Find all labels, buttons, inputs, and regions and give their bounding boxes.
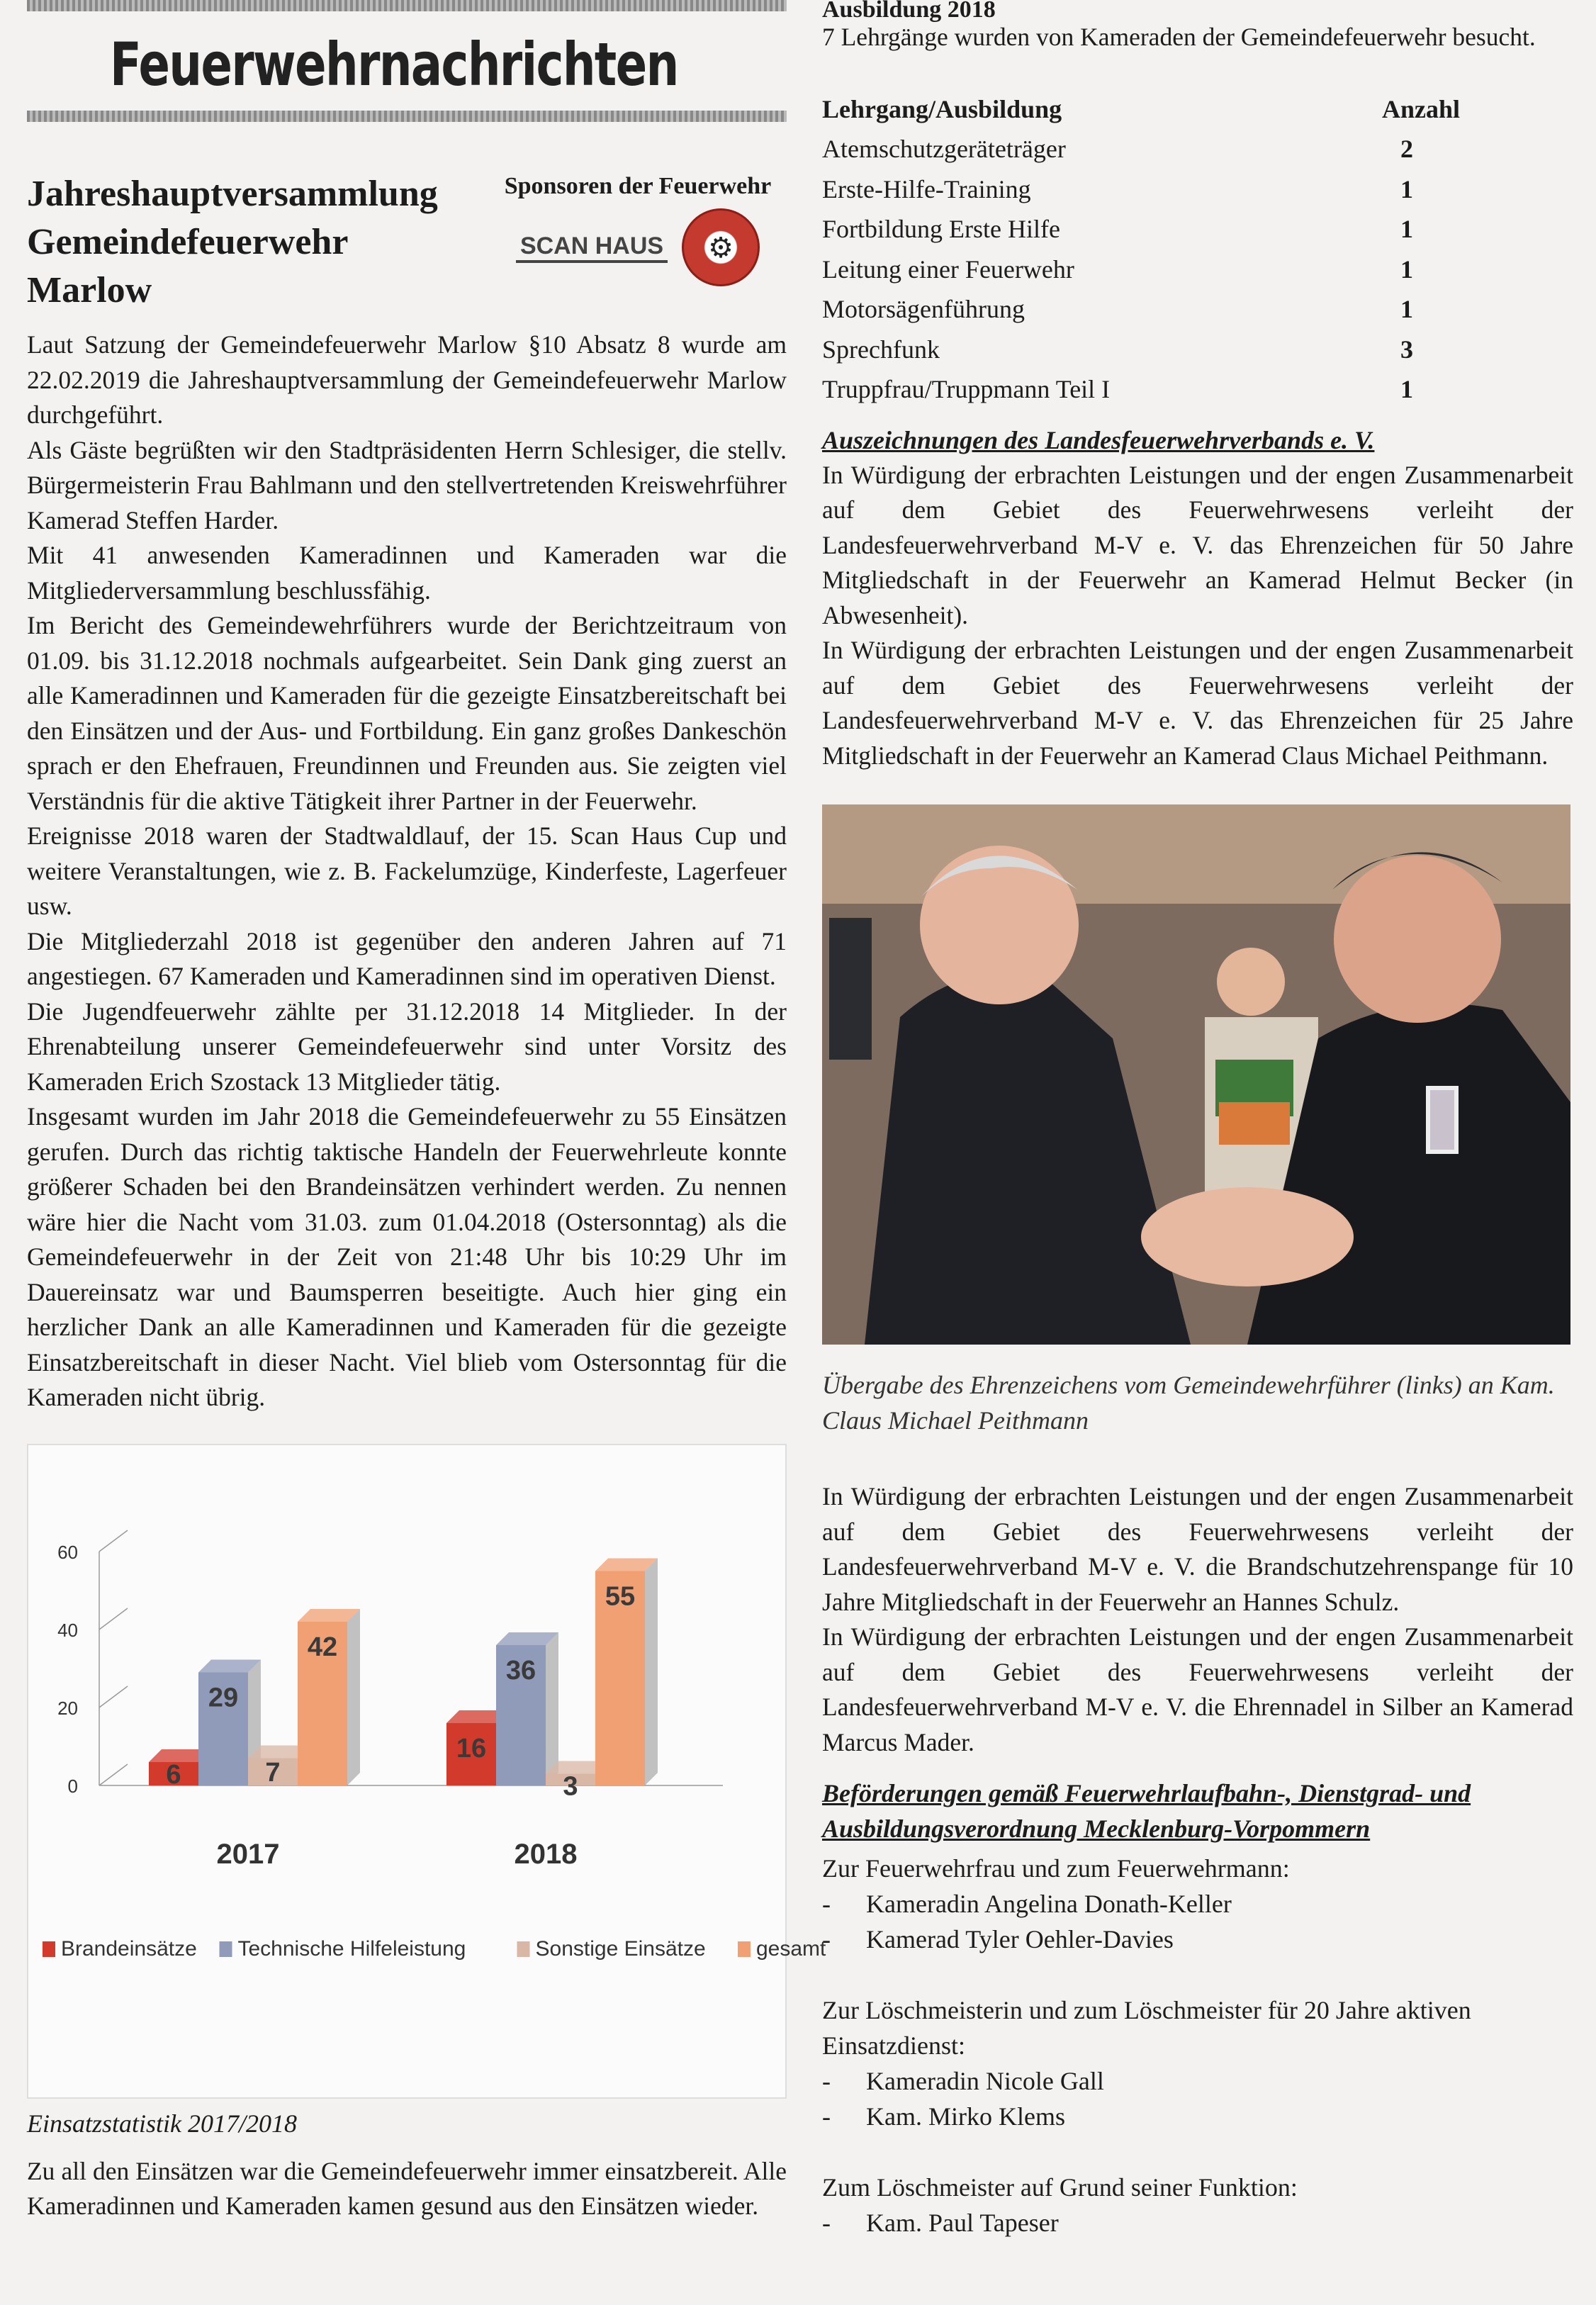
bar-side (645, 1558, 658, 1785)
course-count: 1 (1400, 295, 1413, 323)
legend-swatch (220, 1941, 232, 1957)
promotion-group-intro: Zum Löschmeister auf Grund seiner Funktion: (822, 2173, 1298, 2202)
right-column (822, 0, 1573, 2240)
masthead-rule-top (27, 0, 787, 11)
left-column (27, 0, 826, 2224)
section-heading-cut: Ausbildung 2018 (822, 0, 996, 23)
promotion-list (822, 2205, 1573, 2240)
awards-body-2 (822, 1479, 1573, 1760)
awards-title: Auszeichnungen des Landesfeuerwehrverbands e. V. (822, 425, 1375, 454)
list-item (822, 2063, 1573, 2099)
person-name: Kameradin Angelina Donath-Keller (866, 1890, 1232, 1918)
course-count: 2 (1400, 135, 1413, 163)
closing-paragraph: Zu all den Einsätzen war die Gemeindefeuerwehr immer einsatzbereit. Alle Kameradinnen und Kameraden kamen gesund aus den Einsätzen wieder. (27, 2156, 787, 2220)
data-label: 55 (605, 1581, 636, 1611)
training-intro: 7 Lehrgänge wurden von Kameraden der Gemeindefeuerwehr besucht. (822, 23, 1536, 51)
course-count: 3 (1400, 335, 1413, 364)
table-header (822, 89, 1573, 130)
x-category-label: 2017 (216, 1838, 280, 1870)
course-name: Truppfrau/Truppmann Teil I (822, 375, 1111, 403)
legend-label: Technische Hilfeleistung (237, 1936, 466, 1961)
legend-label: Sonstige Einsätze (535, 1936, 706, 1961)
promotion-group-intro: Zur Löschmeisterin und zum Löschmeister für 20 Jahre aktiven Einsatzdienst: (822, 1996, 1471, 2060)
course-name: Atemschutzgeräteträger (822, 135, 1066, 163)
paragraph: In Würdigung der erbrachten Leistungen und der engen Zusammenarbeit auf dem Gebiet des Feuerwehrwesens verleiht der Landesfeuerwehrverband M-V e. V. das Ehrenzeichen für 50 Jahre Mitgliedschaft in der Feuerwehr an Kamerad Helmut Becker (in Abwesenheit). (822, 460, 1573, 629)
bar-side (546, 1632, 558, 1785)
gridline (99, 1686, 128, 1707)
list-dash: - (822, 2102, 831, 2131)
sponsor-box (489, 170, 787, 315)
y-tick-label: 0 (67, 1775, 78, 1797)
photo-illustration (822, 804, 1570, 1345)
column-header: Lehrgang/Ausbildung (822, 94, 1062, 123)
chart-caption: Einsatzstatistik 2017/2018 (27, 2109, 298, 2138)
course-count: 1 (1400, 254, 1413, 284)
table-row (822, 249, 1573, 290)
masthead: Feuerwehrnachrichten (110, 30, 678, 99)
gridline (99, 1764, 128, 1785)
promotions-title: Beförderungen gemäß Feuerwehrlaufbahn-, Dienstgrad- und Ausbildungsverordnung Mecklenburg-Vorpommern (822, 1779, 1471, 1843)
legend-swatch (738, 1941, 751, 1957)
list-dash: - (822, 1890, 831, 1918)
paragraph: Die Jugendfeuerwehr zählte per 31.12.2018 14 Mitglieder. In der Ehrenabteilung unserer Gemeindefeuerwehr sind unter Vorsitz des Kameraden Erich Szostack 13 Mitglieder tätig. (27, 997, 787, 1096)
photo-caption: Übergabe des Ehrenzeichens vom Gemeindewehrführer (links) an Kam. Claus Michael Peithmann (822, 1371, 1555, 1435)
promotions (822, 1851, 1573, 2240)
x-category-label: 2018 (514, 1838, 578, 1870)
paragraph: In Würdigung der erbrachten Leistungen und der engen Zusammenarbeit auf dem Gebiet des Feuerwehrwesens verleiht der Landesfeuerwehrverband M-V e. V. das Ehrenzeichen für 25 Jahre Mitgliedschaft in der Feuerwehr an Kamerad Claus Michael Peithmann. (822, 636, 1573, 770)
list-item (822, 2099, 1573, 2134)
article-header (27, 170, 787, 315)
legend-swatch (43, 1941, 55, 1957)
paragraph: Die Mitgliederzahl 2018 ist gegenüber den anderen Jahren auf 71 angestiegen. 67 Kameraden und Kameradinnen sind im operativen Dienst. (27, 926, 787, 990)
data-label: 16 (456, 1733, 487, 1763)
course-count: 1 (1400, 174, 1413, 203)
data-label: 36 (505, 1655, 536, 1686)
bar-side (347, 1609, 360, 1785)
table-row (822, 289, 1573, 330)
paragraph: Als Gäste begrüßten wir den Stadtpräsidenten Herrn Schlesiger, die stellv. Bürgermeisterin Frau Bahlmann und den stellvertretenden Kreiswehrführer Kamerad Steffen Harder. (27, 435, 787, 534)
data-label: 29 (208, 1683, 239, 1712)
table-row (822, 330, 1573, 370)
y-tick-label: 40 (57, 1619, 78, 1641)
gridline (99, 1608, 128, 1630)
paragraph: In Würdigung der erbrachten Leistungen und der engen Zusammenarbeit auf dem Gebiet des Feuerwehrwesens verleiht der Landesfeuerwehrverband M-V e. V. die Brandschutzehrenspange für 10 Jahre Mitgliedschaft in der Feuerwehr an Hannes Schulz. (822, 1482, 1573, 1616)
person-name: Kamerad Tyler Oehler-Davies (866, 1925, 1174, 1953)
title-line: Marlow (27, 270, 152, 310)
paragraph: Laut Satzung der Gemeindefeuerwehr Marlow §10 Absatz 8 wurde am 22.02.2019 die Jahreshauptversammlung der Gemeindefeuerwehr Marlow durchgeführt. (27, 330, 787, 429)
y-tick-label: 20 (57, 1697, 78, 1719)
data-label: 7 (265, 1757, 281, 1788)
paragraph: Ereignisse 2018 waren der Stadtwaldlauf, der 15. Scan Haus Cup und weitere Veranstaltungen, wie z. B. Fackelumzüge, Kinderfeste, Lagerfeuer usw. (27, 821, 787, 920)
scan-haus-logo: SCAN HAUS (516, 232, 668, 263)
masthead-rule-bottom (27, 111, 787, 122)
article-body (27, 327, 787, 1415)
person-name: Kameradin Nicole Gall (866, 2067, 1104, 2095)
promotion-list (822, 1886, 1573, 1957)
list-item (822, 1886, 1573, 1922)
table-row (822, 169, 1573, 210)
list-item (822, 1922, 1573, 1957)
training-table (822, 89, 1573, 410)
table-row (822, 209, 1573, 249)
article-title (27, 170, 481, 315)
award-photo (822, 804, 1570, 1345)
operations-chart (27, 1444, 826, 2099)
sponsor-logos (489, 208, 787, 286)
course-count: 1 (1400, 375, 1413, 403)
title-line: Gemeindefeuerwehr (27, 222, 349, 262)
course-name: Sprechfunk (822, 335, 940, 364)
title-line: Jahreshauptversammlung (27, 174, 438, 214)
gridline (99, 1530, 128, 1552)
paragraph: Mit 41 anwesenden Kameradinnen und Kameraden war die Mitgliederversammlung beschlussfähig. (27, 541, 787, 605)
paragraph: In Würdigung der erbrachten Leistungen und der engen Zusammenarbeit auf dem Gebiet des Feuerwehrwesens verleiht der Landesfeuerwehrverband M-V e. V. die Ehrennadel in Silber an Kamerad Marcus Mader. (822, 1622, 1573, 1756)
awards-body (822, 458, 1573, 774)
person-name: Kam. Mirko Klems (866, 2102, 1065, 2131)
data-label: 42 (307, 1632, 338, 1662)
list-dash: - (822, 2209, 831, 2237)
data-label: 6 (166, 1759, 181, 1790)
course-name: Leitung einer Feuerwehr (822, 254, 1074, 284)
chart-svg (28, 1445, 826, 2094)
table-row (822, 369, 1573, 410)
legend-label: Brandeinsätze (61, 1936, 197, 1961)
y-tick-label: 60 (57, 1541, 78, 1563)
table-row (822, 129, 1573, 169)
spacer (822, 2134, 1573, 2170)
column-header: Anzahl (1382, 94, 1461, 123)
list-dash: - (822, 1925, 831, 1953)
data-label: 3 (563, 1771, 578, 1801)
spacer (822, 1957, 1573, 1992)
sponsor-label: Sponsoren der Feuerwehr (504, 173, 772, 199)
course-name: Fortbildung Erste Hilfe (822, 215, 1060, 243)
paragraph: Insgesamt wurden im Jahr 2018 die Gemeindefeuerwehr zu 55 Einsätzen gerufen. Durch das richtig taktische Handeln der Feuerwehrleute konnte größerer Schaden bei den Brandeinsätzen verhindert werden. Zu nennen wäre hier die Nacht vom 31.03. zum 01.04.2018 (Ostersonntag) als die Gemeindefeuerwehr in der Zeit von 21:48 Uhr bis 10:29 Uhr im Dauereinsatz war und Baumsperren beseitigte. Auch hier ging ein herzlicher Dank an alle Kameradinnen und Kameraden für die gezeigte Einsatzbereitschaft in dieser Nacht. Viel blieb vom Ostersonntag für die Kameraden nicht übrig. (27, 1102, 787, 1411)
paragraph: Im Bericht des Gemeindewehrführers wurde der Berichtzeitraum von 01.09. bis 31.12.2018 nochmals aufgearbeitet. Sein Dank ging zuerst an alle Kameradinnen und Kameraden für die gezeigte Einsatzbereitschaft bei den Einsätzen und der Aus- und Fortbildung. Ein ganz großes Dankeschön sprach er den Ehefrauen, Freundinnen und Freunden aus. Sie zeigten viel Verständnis für die aktive Tätigkeit ihrer Partner in der Feuerwehr. (27, 611, 787, 815)
course-name: Erste-Hilfe-Training (822, 174, 1031, 203)
list-dash: - (822, 2067, 831, 2095)
legend-swatch (517, 1941, 530, 1957)
promotion-list (822, 2063, 1573, 2134)
fire-brigade-emblem-icon: ⚙ (682, 208, 760, 286)
promotion-group-intro: Zur Feuerwehrfrau und zum Feuerwehrmann: (822, 1854, 1290, 1883)
list-item (822, 2205, 1573, 2240)
legend-label: gesamt (756, 1936, 826, 1961)
course-name: Motorsägenführung (822, 295, 1025, 323)
course-count: 1 (1400, 215, 1413, 243)
person-name: Kam. Paul Tapeser (866, 2209, 1059, 2237)
